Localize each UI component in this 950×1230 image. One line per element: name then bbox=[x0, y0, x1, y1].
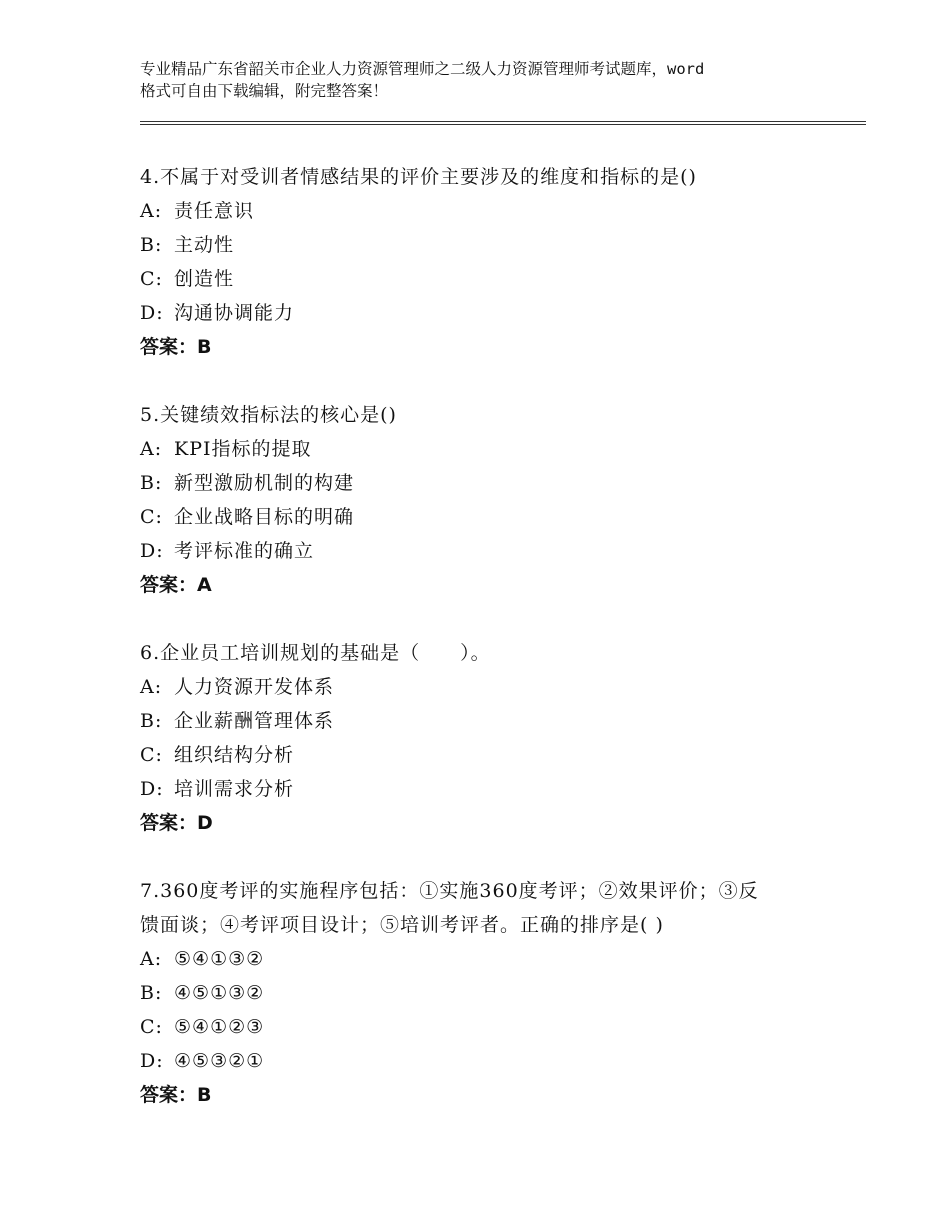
option-text: 主动性 bbox=[174, 234, 235, 256]
option-c bbox=[140, 262, 866, 296]
option-b bbox=[140, 704, 866, 738]
option-a bbox=[140, 194, 866, 228]
option-d bbox=[140, 1044, 866, 1078]
option-key: B: bbox=[140, 710, 163, 732]
option-text: 考评标准的确立 bbox=[174, 540, 315, 562]
option-key: C: bbox=[140, 744, 163, 766]
option-text: 企业薪酬管理体系 bbox=[174, 710, 335, 732]
answer-line: 答案：B bbox=[140, 1084, 212, 1106]
option-text: KPI指标的提取 bbox=[174, 438, 312, 460]
answer-line: 答案：D bbox=[140, 812, 213, 834]
question-stem bbox=[140, 160, 866, 194]
option-text: 新型激励机制的构建 bbox=[174, 472, 355, 494]
option-key: D: bbox=[140, 540, 164, 562]
option-text: 沟通协调能力 bbox=[174, 302, 295, 324]
question-stem-line: 5.关键绩效指标法的核心是() bbox=[140, 404, 397, 426]
header-line-1: 专业精品广东省韶关市企业人力资源管理师之二级人力资源管理师考试题库，word bbox=[140, 60, 705, 78]
option-key: A: bbox=[140, 948, 163, 970]
option-a bbox=[140, 942, 866, 976]
option-key: C: bbox=[140, 506, 163, 528]
option-key: A: bbox=[140, 676, 163, 698]
option-key: B: bbox=[140, 472, 163, 494]
option-a bbox=[140, 432, 866, 466]
answer-line: 答案：B bbox=[140, 336, 212, 358]
document-header bbox=[140, 58, 840, 102]
option-key: C: bbox=[140, 268, 163, 290]
option-c bbox=[140, 500, 866, 534]
option-key: D: bbox=[140, 1050, 164, 1072]
option-d bbox=[140, 772, 866, 806]
answer-line: 答案：A bbox=[140, 574, 212, 596]
option-key: D: bbox=[140, 778, 164, 800]
question-7 bbox=[140, 874, 866, 1112]
header-divider-bottom bbox=[140, 124, 866, 125]
option-d bbox=[140, 534, 866, 568]
question-list bbox=[140, 160, 866, 1146]
question-stem bbox=[140, 398, 866, 432]
option-key: C: bbox=[140, 1016, 163, 1038]
question-stem-line: 6.企业员工培训规划的基础是（ ）。 bbox=[140, 642, 491, 664]
option-key: A: bbox=[140, 200, 163, 222]
header-line-2: 格式可自由下载编辑，附完整答案！ bbox=[140, 82, 389, 100]
question-5 bbox=[140, 398, 866, 602]
option-key: A: bbox=[140, 438, 163, 460]
option-text: 人力资源开发体系 bbox=[174, 676, 335, 698]
option-text: ⑤④①③② bbox=[174, 948, 265, 970]
option-text: 组织结构分析 bbox=[174, 744, 295, 766]
question-stem-line: 7.360度考评的实施程序包括：①实施360度考评；②效果评价；③反 bbox=[140, 880, 759, 902]
option-text: 创造性 bbox=[174, 268, 235, 290]
option-text: 培训需求分析 bbox=[174, 778, 295, 800]
option-c bbox=[140, 1010, 866, 1044]
question-stem-line: 馈面谈；④考评项目设计；⑤培训考评者。正确的排序是( ) bbox=[140, 914, 664, 936]
option-d bbox=[140, 296, 866, 330]
option-key: B: bbox=[140, 234, 163, 256]
option-key: B: bbox=[140, 982, 163, 1004]
option-text: ④⑤③②① bbox=[174, 1050, 265, 1072]
question-stem-line: 4.不属于对受训者情感结果的评价主要涉及的维度和指标的是() bbox=[140, 166, 697, 188]
option-b bbox=[140, 976, 866, 1010]
question-stem bbox=[140, 636, 866, 670]
option-text: ④⑤①③② bbox=[174, 982, 265, 1004]
header-divider-top bbox=[140, 121, 866, 122]
option-b bbox=[140, 466, 866, 500]
option-text: 责任意识 bbox=[174, 200, 255, 222]
option-b bbox=[140, 228, 866, 262]
question-6 bbox=[140, 636, 866, 840]
option-key: D: bbox=[140, 302, 164, 324]
option-c bbox=[140, 738, 866, 772]
option-text: ⑤④①②③ bbox=[174, 1016, 265, 1038]
option-a bbox=[140, 670, 866, 704]
option-text: 企业战略目标的明确 bbox=[174, 506, 355, 528]
question-stem bbox=[140, 874, 866, 942]
question-4 bbox=[140, 160, 866, 364]
